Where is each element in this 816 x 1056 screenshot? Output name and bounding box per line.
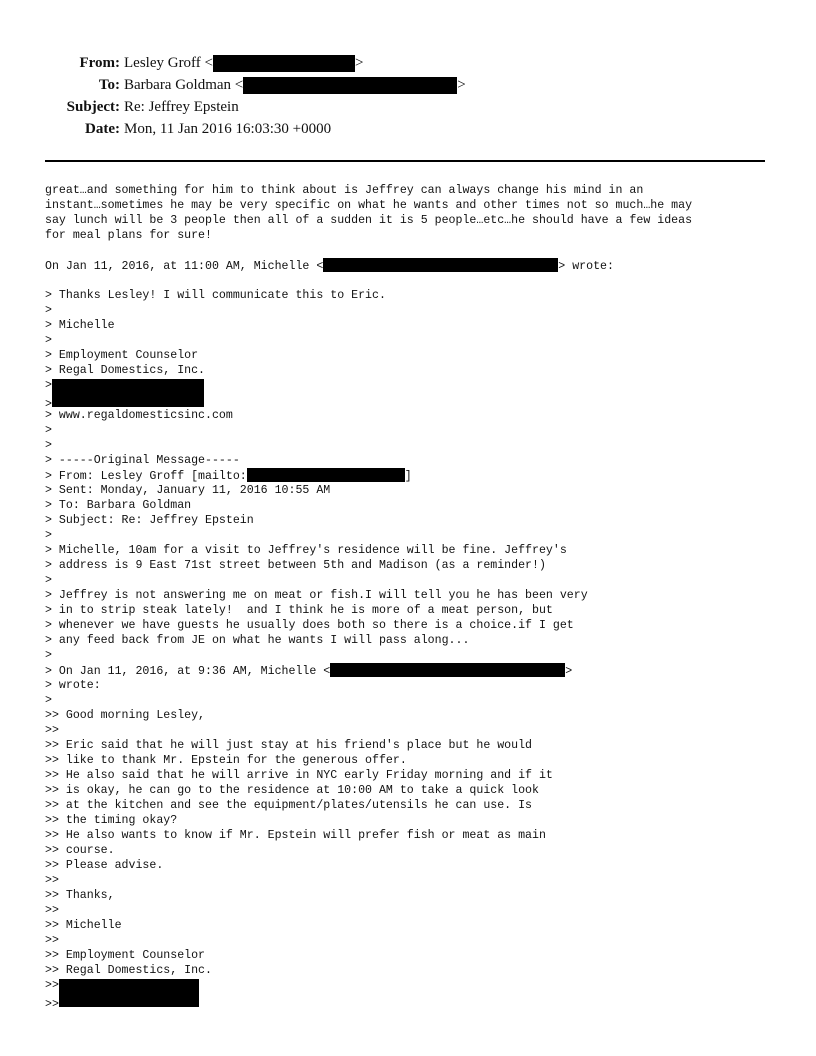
quoted-line: > Employment Counselor	[45, 349, 199, 362]
quoted-line: >	[45, 304, 52, 317]
quoted-line: >>	[45, 724, 59, 737]
redaction-block	[243, 77, 457, 94]
quoted-line: > Jeffrey is not answering me on meat or fish.I will tell you he has been very	[45, 589, 588, 602]
quoted-line: >> Eric said that he will just stay at his friend's place but he would	[45, 739, 533, 752]
redaction-block	[323, 258, 558, 272]
reply-text	[45, 183, 785, 243]
quoted-line: > Sent: Monday, January 11, 2016 10:55 AM	[45, 484, 331, 497]
quoted-line: >> like to thank Mr. Epstein for the generous offer.	[45, 754, 407, 767]
date-label: Date:	[85, 121, 120, 137]
quoted-line: > Subject: Re: Jeffrey Epstein	[45, 514, 254, 527]
redaction-block	[247, 468, 405, 482]
email-body	[45, 183, 785, 1011]
quoted-line	[45, 663, 785, 678]
reply-line: instant…sometimes he may be very specific on what he wants and other times not so much…he may	[45, 199, 693, 212]
email-header	[0, 52, 816, 140]
quoted-line: > address is 9 East 71st street between 5th and Madison (as a reminder!)	[45, 559, 546, 572]
quoted-line: >> Employment Counselor	[45, 949, 206, 962]
quoted-block	[45, 288, 785, 378]
quoted-line: >	[45, 574, 52, 587]
subject-value: Re: Jeffrey Epstein	[124, 99, 239, 115]
quoted-line: >> He also said that he will arrive in NYC early Friday morning and if it	[45, 769, 553, 782]
quoted-attribution-text: > On Jan 11, 2016, at 9:36 AM, Michelle <	[45, 665, 331, 678]
quoted-line: >> at the kitchen and see the equipment/plates/utensils he can use. Is	[45, 799, 533, 812]
quoted-line: >	[45, 649, 52, 662]
from-name: Lesley Groff <	[124, 55, 213, 71]
quoted-line: > any feed back from JE on what he wants I will pass along...	[45, 634, 470, 647]
quoted-line: >	[45, 529, 52, 542]
from-label: From:	[79, 55, 120, 71]
redaction-block	[59, 979, 199, 1007]
attribution-text: On Jan 11, 2016, at 11:00 AM, Michelle <	[45, 260, 324, 273]
header-divider	[45, 160, 765, 162]
attribution-line	[45, 258, 785, 273]
quoted-block	[45, 483, 785, 663]
quoted-line: >> Good morning Lesley,	[45, 709, 206, 722]
quote-marker: >	[45, 398, 52, 411]
quoted-line: >> the timing okay?	[45, 814, 178, 827]
quoted-attribution-close: >	[565, 665, 573, 678]
quote-marker: >>	[45, 998, 59, 1011]
quoted-line: >> Thanks,	[45, 889, 115, 902]
to-row	[0, 74, 816, 96]
quoted-line: >>	[45, 904, 59, 917]
quoted-line: > Michelle	[45, 319, 115, 332]
quoted-line: > -----Original Message-----	[45, 454, 240, 467]
reply-line: great…and something for him to think about is Jeffrey can always change his mind in an	[45, 184, 644, 197]
to-name: Barbara Goldman <	[124, 77, 244, 93]
quoted-line: > To: Barbara Goldman	[45, 499, 192, 512]
to-value	[124, 74, 466, 96]
quoted-line: >	[45, 439, 52, 452]
quoted-line: > www.regaldomesticsinc.com	[45, 409, 233, 422]
quoted-line	[45, 393, 785, 411]
quoted-line: >> course.	[45, 844, 115, 857]
quoted-line: >> Please advise.	[45, 859, 164, 872]
quoted-line: >> Regal Domestics, Inc.	[45, 964, 212, 977]
quoted-block	[45, 408, 785, 468]
quoted-line: > Thanks Lesley! I will communicate this to Eric.	[45, 289, 386, 302]
reply-line: for meal plans for sure!	[45, 229, 212, 242]
quoted-line: >> is okay, he can go to the residence at 10:00 AM to take a quick look	[45, 784, 539, 797]
to-label: To:	[98, 77, 120, 93]
quoted-line: > Michelle, 10am for a visit to Jeffrey's residence will be fine. Jeffrey's	[45, 544, 567, 557]
quoted-line: >> Michelle	[45, 919, 122, 932]
quoted-line: >> He also wants to know if Mr. Epstein will prefer fish or meat as main	[45, 829, 546, 842]
quoted-line: > in to strip steak lately! and I think he is more of a meat person, but	[45, 604, 553, 617]
quoted-line: > Regal Domestics, Inc.	[45, 364, 206, 377]
from-close: >	[355, 55, 364, 71]
quoted-line: >	[45, 424, 52, 437]
quoted-line: > wrote:	[45, 679, 101, 692]
redaction-block	[330, 663, 565, 677]
from-row	[0, 52, 816, 74]
quoted-line: >	[45, 334, 52, 347]
attribution-suffix: > wrote:	[558, 260, 614, 273]
subject-label: Subject:	[66, 99, 120, 115]
quoted-line	[45, 468, 785, 483]
quoted-line	[45, 993, 785, 1011]
quoted-block	[45, 678, 785, 978]
redaction-block	[52, 379, 204, 407]
blank-line	[45, 273, 785, 288]
date-value: Mon, 11 Jan 2016 16:03:30 +0000	[124, 121, 332, 137]
from-value	[124, 52, 363, 74]
quote-marker: >>	[45, 979, 59, 992]
quote-marker: >	[45, 379, 52, 392]
quoted-line: >>	[45, 934, 59, 947]
blank-line	[45, 243, 785, 258]
date-row	[0, 118, 816, 140]
quoted-from-close: ]	[404, 470, 412, 483]
quoted-from-text: > From: Lesley Groff [mailto:	[45, 470, 247, 483]
subject-row	[0, 96, 816, 118]
redaction-block	[213, 55, 355, 72]
reply-line: say lunch will be 3 people then all of a sudden it is 5 people…etc…he should have a few ideas	[45, 214, 693, 227]
to-close: >	[457, 77, 466, 93]
quoted-line: >>	[45, 874, 59, 887]
quoted-line: > whenever we have guests he usually does both so there is a choice.if I get	[45, 619, 574, 632]
quoted-line: >	[45, 694, 52, 707]
